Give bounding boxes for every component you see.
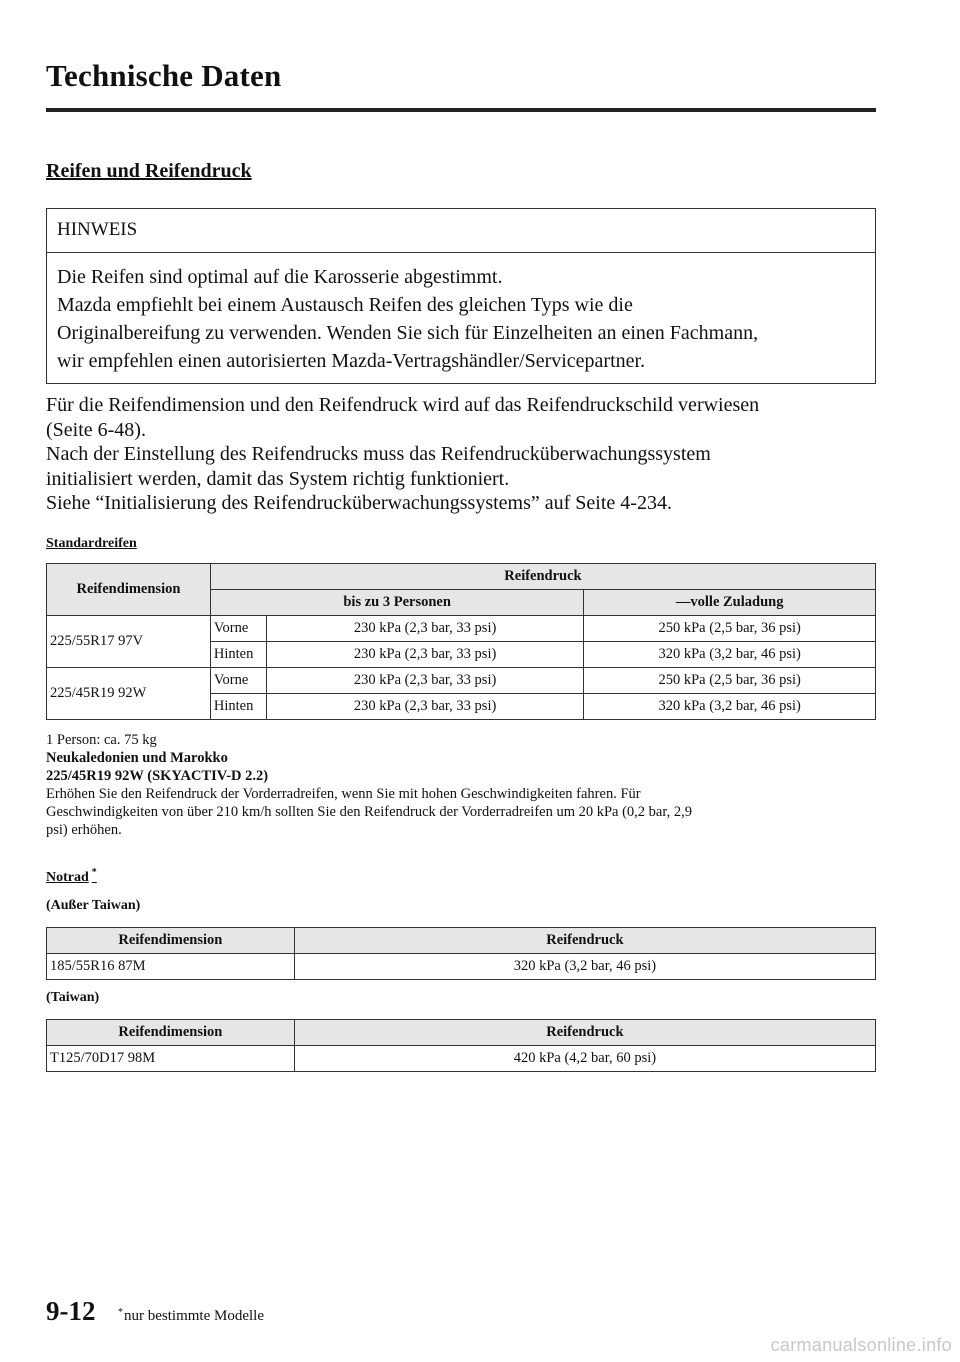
intro-line: Nach der Einstellung des Reifendrucks muss das Reifendrucküberwachungssystem [46,443,711,465]
pressure-value: 230 kPa (2,3 bar, 33 psi) [266,642,583,668]
header-pressure: Reifendruck [294,928,875,954]
intro-line: (Seite 6-48). [46,418,146,441]
chapter-divider [46,108,876,112]
table-row [47,668,876,694]
notice-heading: HINWEIS [47,209,875,253]
tire-size: 185/55R16 87M [47,954,295,980]
axle-label: Hinten [210,694,266,720]
header-dimension: Reifendimension [47,564,211,616]
intro-line: Siehe “Initialisierung des Reifendrucküberwachungssystems” auf Seite 4-234. [46,492,672,514]
spare-tire-title-text: Notrad [46,870,89,885]
footer-note [118,1307,264,1325]
header-dimension: Reifendimension [47,928,295,954]
chapter-title: Technische Daten [46,58,282,93]
table-row [47,954,876,980]
header-pressure: Reifendruck [294,1020,875,1046]
notice-line: wir empfehlen einen autorisierten Mazda-Vertragshändler/Servicepartner. [57,350,646,372]
axle-label: Hinten [210,642,266,668]
notice-box [46,208,876,384]
header-dimension: Reifendimension [47,1020,295,1046]
spare-table-taiwan [46,1019,876,1072]
table-notes [46,731,692,839]
standard-tires-title: Standardreifen [46,536,137,551]
spare-tire-title [46,867,97,886]
region-note: Neukaledonien und Marokko [46,750,228,766]
spare-table-except-taiwan [46,927,876,980]
header-up-to-3: bis zu 3 Personen [210,590,583,616]
taiwan-label: (Taiwan) [46,990,100,1005]
except-taiwan-label: (Außer Taiwan) [46,898,141,913]
note-line: psi) erhöhen. [46,822,122,838]
pressure-value: 320 kPa (3,2 bar, 46 psi) [584,694,876,720]
tire-size: 225/55R17 97V [47,616,211,668]
tire-size: 225/45R19 92W [47,668,211,720]
table-row [47,616,876,642]
pressure-value: 250 kPa (2,5 bar, 36 psi) [584,616,876,642]
notice-body [47,253,875,383]
intro-line: initialisiert werden, damit das System richtig funktioniert. [46,467,510,490]
footer-note-text: nur bestimmte Modelle [124,1308,264,1324]
intro-paragraph [46,393,759,516]
watermark: carmanualsonline.info [770,1335,952,1355]
axle-label: Vorne [210,616,266,642]
pressure-value: 230 kPa (2,3 bar, 33 psi) [266,616,583,642]
note-line: Geschwindigkeiten von über 210 km/h sollten Sie den Reifendruck der Vorderradreifen um 20 kPa (0,2 bar, 2,9 [46,804,692,820]
pressure-value: 320 kPa (3,2 bar, 46 psi) [294,954,875,980]
tire-size: T125/70D17 98M [47,1046,295,1072]
notice-line: Die Reifen sind optimal auf die Karosserie abgestimmt. [57,266,503,288]
variant-note: 225/45R19 92W (SKYACTIV-D 2.2) [46,768,269,784]
standard-tires-table [46,563,876,720]
pressure-value: 420 kPa (4,2 bar, 60 psi) [294,1046,875,1072]
pressure-value: 230 kPa (2,3 bar, 33 psi) [266,694,583,720]
note-line: Erhöhen Sie den Reifendruck der Vorderradreifen, wenn Sie mit hohen Geschwindigkeiten fahren. Für [46,786,641,802]
table-header-row [47,1020,876,1046]
footer-star-icon: * [118,1307,123,1318]
table-header-row [47,928,876,954]
intro-line: Für die Reifendimension und den Reifendruck wird auf das Reifendruckschild verwiesen [46,394,760,416]
optional-equipment-star-icon: * [91,867,97,878]
person-note: 1 Person: ca. 75 kg [46,732,157,748]
pressure-value: 250 kPa (2,5 bar, 36 psi) [584,668,876,694]
header-full-load: —volle Zuladung [584,590,876,616]
page-number: 9-12 [46,1296,96,1326]
table-header-row [47,564,876,590]
notice-line: Mazda empfiehlt bei einem Austausch Reifen des gleichen Typs wie die [57,294,633,316]
pressure-value: 230 kPa (2,3 bar, 33 psi) [266,668,583,694]
table-row [47,1046,876,1072]
notice-line: Originalbereifung zu verwenden. Wenden Sie sich für Einzelheiten an einen Fachmann, [57,322,759,344]
pressure-value: 320 kPa (3,2 bar, 46 psi) [584,642,876,668]
axle-label: Vorne [210,668,266,694]
section-title: Reifen und Reifendruck [46,160,252,182]
header-pressure: Reifendruck [210,564,875,590]
